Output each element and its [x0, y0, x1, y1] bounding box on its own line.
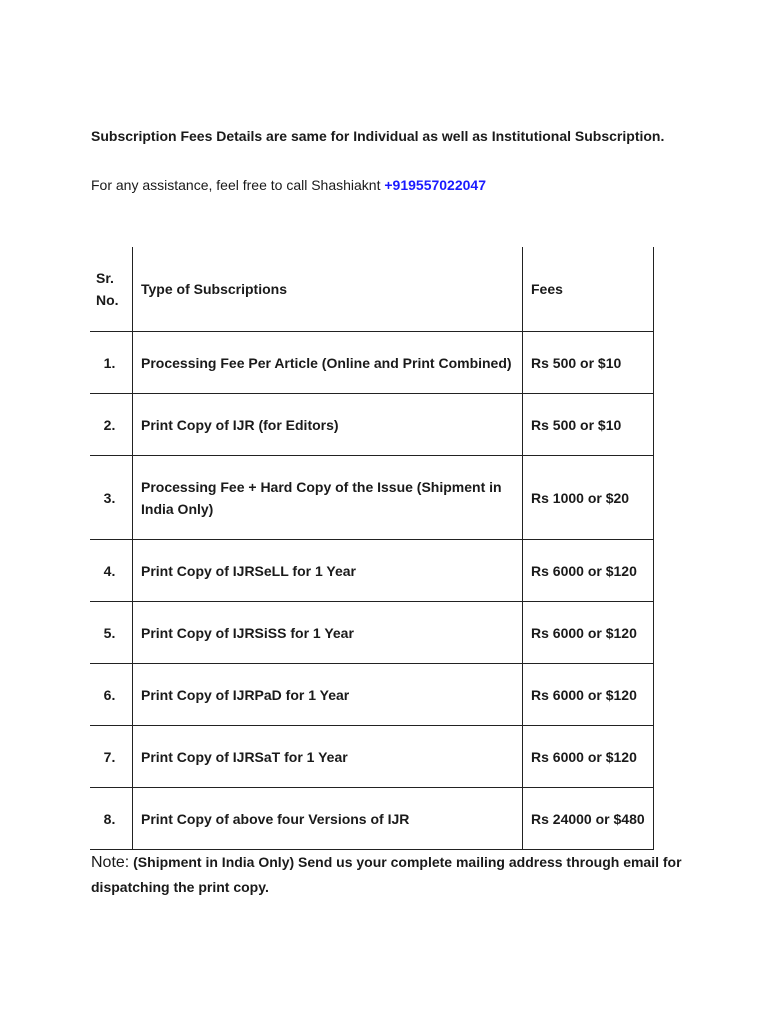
note-label: Note: — [91, 854, 130, 871]
row-sr: 6. — [90, 664, 133, 726]
note-text: (Shipment in India Only) Send us your complete mailing address through email for dispatching the print copy. — [91, 854, 682, 895]
row-fees: Rs 6000 or $120 — [523, 540, 654, 602]
header-fees: Fees — [523, 247, 654, 332]
assistance-line — [91, 177, 486, 193]
table-row — [90, 726, 654, 788]
row-fees: Rs 1000 or $20 — [523, 456, 654, 540]
table-row — [90, 788, 654, 850]
row-type: Processing Fee + Hard Copy of the Issue (Shipment in India Only) — [133, 456, 523, 540]
phone-link[interactable]: +919557022047 — [384, 177, 486, 193]
row-type: Print Copy of IJRSaT for 1 Year — [133, 726, 523, 788]
row-fees: Rs 6000 or $120 — [523, 602, 654, 664]
table-row — [90, 540, 654, 602]
row-fees: Rs 500 or $10 — [523, 394, 654, 456]
note-paragraph — [91, 850, 701, 900]
row-sr: 8. — [90, 788, 133, 850]
header-sr-no: Sr. No. — [90, 247, 133, 332]
row-fees: Rs 24000 or $480 — [523, 788, 654, 850]
row-sr: 3. — [90, 456, 133, 540]
row-type: Print Copy of IJRSiSS for 1 Year — [133, 602, 523, 664]
table-row — [90, 664, 654, 726]
row-type: Print Copy of above four Versions of IJR — [133, 788, 523, 850]
table-row — [90, 332, 654, 394]
row-fees: Rs 6000 or $120 — [523, 664, 654, 726]
row-sr: 5. — [90, 602, 133, 664]
row-sr: 1. — [90, 332, 133, 394]
page-heading: Subscription Fees Details are same for Individual as well as Institutional Subscription. — [91, 128, 665, 144]
row-fees: Rs 500 or $10 — [523, 332, 654, 394]
table-header-row — [90, 247, 654, 332]
header-type: Type of Subscriptions — [133, 247, 523, 332]
row-sr: 7. — [90, 726, 133, 788]
subscription-fees-table — [90, 247, 654, 850]
row-type: Print Copy of IJRSeLL for 1 Year — [133, 540, 523, 602]
table-row — [90, 602, 654, 664]
row-type: Print Copy of IJR (for Editors) — [133, 394, 523, 456]
row-sr: 2. — [90, 394, 133, 456]
row-type: Processing Fee Per Article (Online and Print Combined) — [133, 332, 523, 394]
row-fees: Rs 6000 or $120 — [523, 726, 654, 788]
table-row — [90, 394, 654, 456]
table-row — [90, 456, 654, 540]
row-type: Print Copy of IJRPaD for 1 Year — [133, 664, 523, 726]
row-sr: 4. — [90, 540, 133, 602]
assistance-text: For any assistance, feel free to call Shashiaknt — [91, 177, 381, 193]
